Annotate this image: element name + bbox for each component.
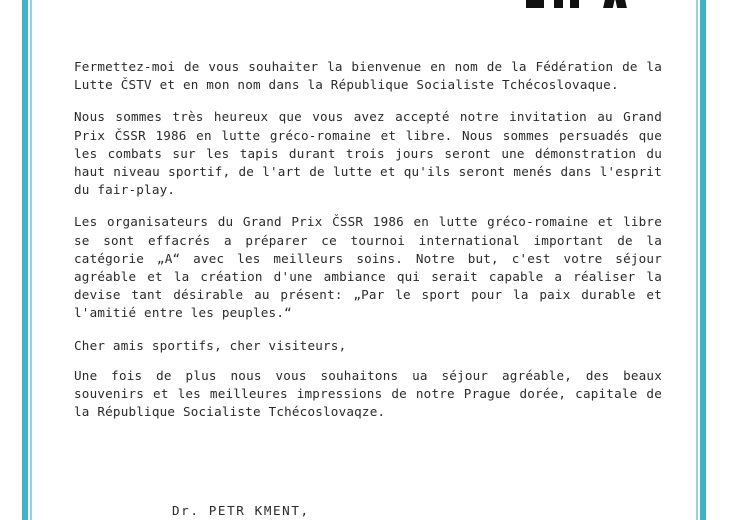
letter-paragraph: Les organisateurs du Grand Prix ČSSR 1986 en lutte gréco-romaine et libre se sont effacrés a préparer ce tournoi international important de la catégorie „A“ avec les meilleurs soins. Notre but, c'est votre séjour agréable et la création d'une ambiance qui serait capable a réaliser la devise tant désirable au présent: „Par le sport pour la paix durable et l'amitié entre les peuples.“ (74, 214, 662, 321)
letter-paragraph: Nous sommes très heureux que vous avez accepté notre invitation au Grand Prix ČSSR 1986 en lutte gréco-romaine et libre. Nous sommes persuadés que les combats sur les tapis durant trois jours seront une démonstration du haut niveau sportif, de l'art de lutte et qu'ils seront menés dans l'esprit du fair-play. (74, 109, 662, 198)
fila-logo-mark (520, 0, 640, 8)
letter-body (74, 58, 662, 435)
fila-logo (520, 0, 640, 8)
left-border-line (30, 0, 32, 520)
letter-paragraph: Une fois de plus nous vous souhaitons ua séjour agréable, des beaux souvenirs et les meilleures impressions de notre Prague dorée, capitale de la République Socialiste Tchécoslovaqze. (74, 367, 662, 420)
letter-salutation: Cher amis sportifs, cher visiteurs, (74, 337, 347, 353)
right-border-line (696, 0, 698, 520)
letter-paragraph: Fermettez-moi de vous souhaiter la bienvenue en nom de la Fédération de la Lutte ČSTV et en mon nom dans la République Socialiste Tchécoslovaque. (74, 59, 662, 93)
signature-name: Dr. PETR KMENT, (172, 503, 310, 518)
left-border-stripe (22, 0, 28, 520)
right-border-stripe (700, 0, 706, 520)
